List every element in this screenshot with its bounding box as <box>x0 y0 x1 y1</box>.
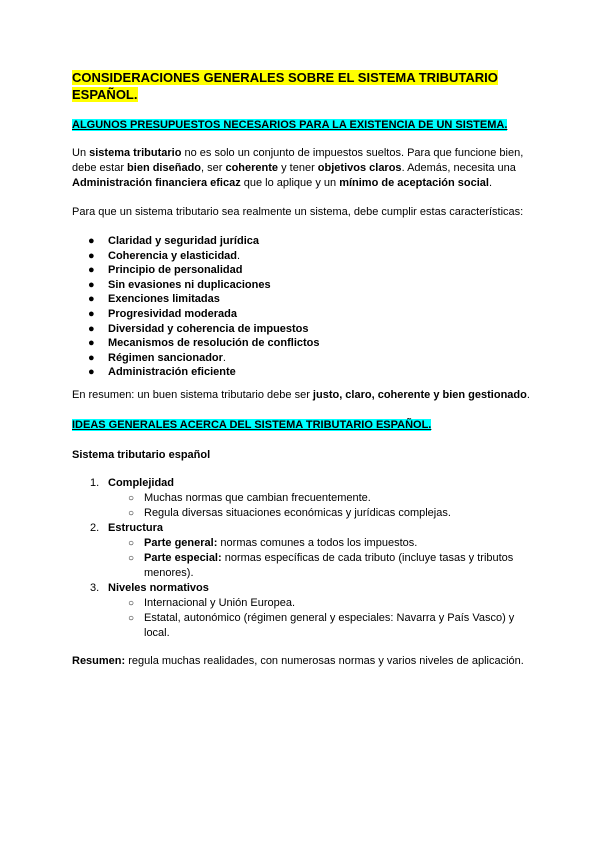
bullet-icon: ● <box>88 249 95 262</box>
list-item <box>72 307 532 322</box>
sub-list <box>108 536 532 581</box>
bullet-icon: ● <box>88 351 95 364</box>
bold-term: bien diseñado <box>127 162 202 174</box>
sub-item <box>108 491 532 506</box>
text-run: y tener <box>278 162 318 174</box>
circle-bullet-icon: ○ <box>128 597 135 609</box>
bold-term: mínimo de aceptación social <box>339 177 489 189</box>
circle-bullet-icon: ○ <box>128 612 135 624</box>
list-item <box>72 263 532 278</box>
document-body <box>72 69 532 669</box>
item-label: Niveles normativos <box>108 581 209 594</box>
list-item <box>72 336 532 351</box>
sub-item-text: Regula diversas situaciones económicas y jurídicas complejas. <box>144 506 451 519</box>
sub-list <box>108 596 532 641</box>
list-item-text: Administración eficiente <box>108 366 236 379</box>
circle-bullet-icon: ○ <box>128 492 135 504</box>
numbered-item <box>72 521 532 581</box>
section2-subheading: Sistema tributario español <box>72 448 211 461</box>
text-run: . <box>488 177 493 189</box>
list-item <box>72 351 532 366</box>
bullet-icon: ● <box>88 235 95 247</box>
bold-term: Parte general: <box>144 536 218 549</box>
sub-item-text: normas comunes a todos los impuestos. <box>217 536 418 549</box>
bold-term: Administración financiera eficaz <box>72 177 241 189</box>
bold-term: objetivos claros <box>317 162 402 174</box>
sub-item <box>108 596 532 611</box>
characteristics-list <box>72 234 532 380</box>
sub-item <box>108 536 532 551</box>
list-item-text: Exenciones limitadas <box>108 293 220 306</box>
circle-bullet-icon: ○ <box>128 507 135 519</box>
sub-item-text: normas específicas de cada tributo (incluye tasas y tributos menores). <box>144 551 514 579</box>
item-number: 3. <box>90 581 100 594</box>
bold-term: Parte especial: <box>144 551 222 564</box>
bold-term: coherente <box>225 162 279 174</box>
list-item <box>72 322 532 337</box>
list-item <box>72 292 532 307</box>
item-label: Complejidad <box>108 476 175 489</box>
numbered-item <box>72 476 532 521</box>
intro-paragraph <box>72 146 532 191</box>
list-item <box>72 249 532 264</box>
sub-item-text: Internacional y Unión Europea. <box>144 596 296 609</box>
text-run: . Además, necesita una <box>401 162 516 174</box>
bold-term: sistema tributario <box>89 147 182 159</box>
list-item-text: Principio de personalidad <box>108 264 243 277</box>
list-item <box>72 234 532 249</box>
list-item-text: Claridad y seguridad jurídica <box>108 235 259 247</box>
sub-list <box>108 491 532 521</box>
title-text: CONSIDERACIONES GENERALES SOBRE EL SISTEMA TRIBUTARIO ESPAÑOL. <box>72 70 498 102</box>
sub-item <box>108 551 532 581</box>
text-run: En resumen: un buen sistema tributario debe ser <box>72 388 313 401</box>
item-number: 1. <box>90 476 100 489</box>
list-item <box>72 278 532 293</box>
section2-heading <box>72 418 532 433</box>
section2-heading-text: IDEAS GENERALES ACERCA DEL SISTEMA TRIBUTARIO ESPAÑOL. <box>72 418 432 431</box>
list-item-text: Régimen sancionador <box>108 351 223 364</box>
numbered-item <box>72 581 532 641</box>
sub-item-text: Estatal, autonómico (régimen general y especiales: Navarra y País Vasco) y local. <box>144 611 515 639</box>
text-run: que lo aplique y un <box>240 177 340 189</box>
text-run: no es solo un conjunto de impuestos sueltos. Para que funcione bien, debe estar <box>72 147 524 174</box>
bullet-icon: ● <box>88 366 95 379</box>
bullet-icon: ● <box>88 278 95 291</box>
list-item <box>72 365 532 380</box>
bullet-icon: ● <box>88 293 95 306</box>
item-label: Estructura <box>108 521 164 534</box>
section1-heading <box>72 118 532 133</box>
section1-summary <box>72 388 532 403</box>
document-title <box>72 69 532 103</box>
circle-bullet-icon: ○ <box>128 552 135 564</box>
item-number: 2. <box>90 521 100 534</box>
bullet-icon: ● <box>88 337 95 350</box>
list-item-text: Coherencia y elasticidad <box>108 249 237 262</box>
sub-item <box>108 506 532 521</box>
bullet-icon: ● <box>88 307 95 320</box>
text-run: regula muchas realidades, con numerosas normas y varios niveles de aplicación. <box>125 654 524 667</box>
list-item-text: Progresividad moderada <box>108 307 237 320</box>
list-item-suffix: . <box>222 351 226 364</box>
text-run: , ser <box>201 162 226 174</box>
list-item-suffix: . <box>237 249 241 262</box>
spanish-system-list <box>72 476 532 641</box>
characteristics-intro: Para que un sistema tributario sea realmente un sistema, debe cumplir estas características: <box>72 206 524 218</box>
circle-bullet-icon: ○ <box>128 537 135 549</box>
bullet-icon: ● <box>88 264 95 277</box>
bold-term: Resumen: <box>72 654 126 667</box>
section2-summary <box>72 654 532 669</box>
text-run: Un <box>72 147 90 159</box>
list-item-text: Sin evasiones ni duplicaciones <box>108 278 271 291</box>
sub-item <box>108 611 532 641</box>
section1-heading-text: ALGUNOS PRESUPUESTOS NECESARIOS PARA LA EXISTENCIA DE UN SISTEMA. <box>72 119 508 131</box>
sub-item-text: Muchas normas que cambian frecuentemente. <box>144 491 371 504</box>
list-item-text: Diversidad y coherencia de impuestos <box>108 322 309 335</box>
bullet-icon: ● <box>88 322 95 335</box>
text-run: . <box>526 388 530 401</box>
bold-term: justo, claro, coherente y bien gestionado <box>312 388 527 401</box>
list-item-text: Mecanismos de resolución de conflictos <box>108 337 320 350</box>
